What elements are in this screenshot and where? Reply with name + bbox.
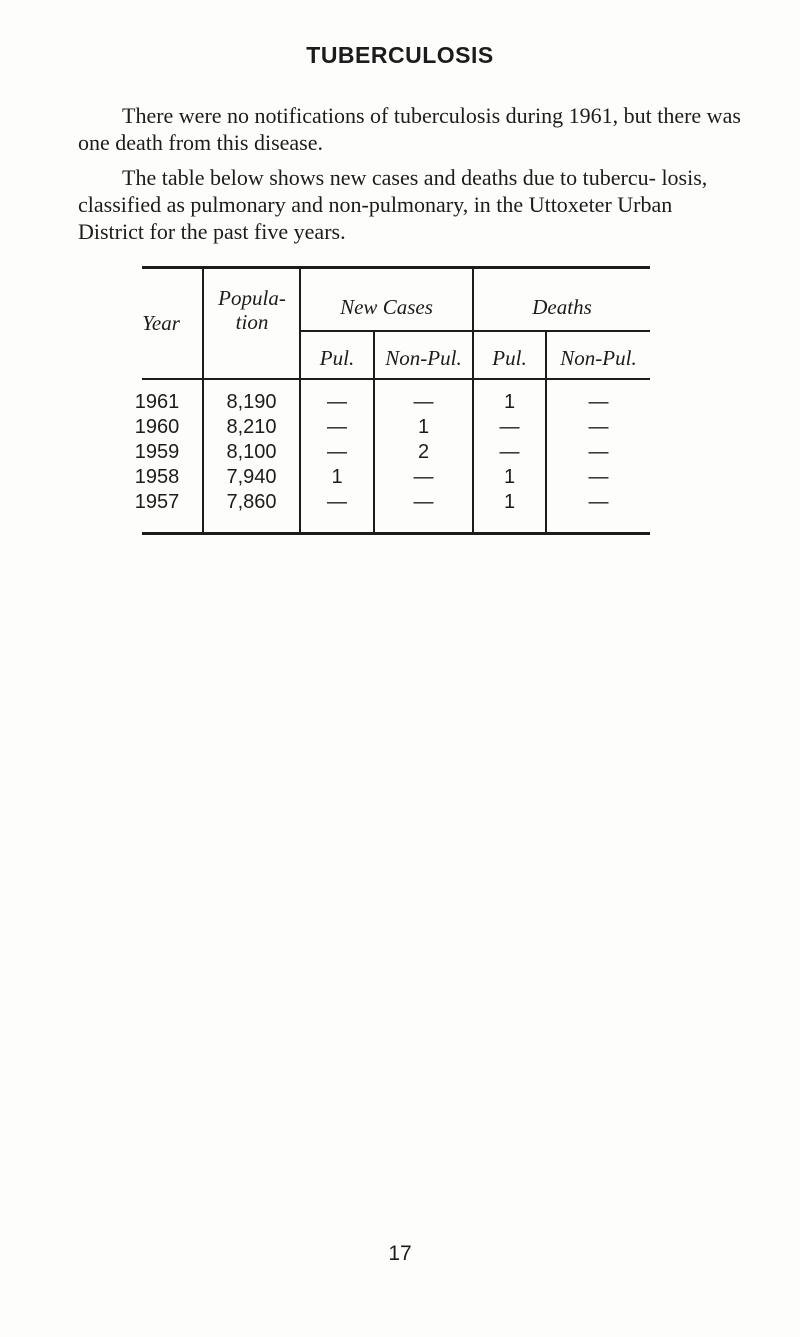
header-new-pul: Pul. (319, 346, 355, 370)
cell-population: 8,190 (226, 391, 277, 413)
cell-deaths-non-pul: — (588, 391, 609, 413)
page-number: 17 (388, 1242, 412, 1265)
cell-deaths-non-pul: — (588, 491, 609, 513)
cell-population: 8,210 (226, 416, 277, 438)
header-rule (142, 378, 650, 380)
table-bottom-rule (142, 532, 650, 535)
table-top-rule (142, 266, 650, 269)
cell-new-pul: — (327, 491, 347, 513)
cell-new-non-pul: — (413, 391, 434, 413)
page-title: TUBERCULOSIS (306, 42, 494, 68)
cell-population: 7,940 (226, 466, 277, 488)
cell-year: 1961 (134, 391, 180, 413)
cell-new-pul: 1 (331, 466, 343, 488)
cell-deaths-non-pul: — (588, 466, 609, 488)
cell-year: 1958 (134, 466, 180, 488)
cell-deaths-pul: 1 (503, 391, 516, 413)
cell-deaths-non-pul: — (588, 416, 609, 438)
cell-year: 1960 (134, 416, 180, 438)
cell-new-non-pul: — (413, 491, 434, 513)
cell-population: 7,860 (226, 491, 277, 513)
cell-year: 1957 (134, 491, 180, 513)
header-new-cases: New Cases (340, 295, 433, 319)
intro-paragraph: There were no notifications of tuberculosis during 1961, but there was one death from this disease. (78, 103, 741, 155)
header-deaths-pul: Pul. (492, 346, 527, 370)
cell-deaths-pul: 1 (503, 491, 516, 513)
cell-deaths-pul: 1 (503, 466, 516, 488)
tuberculosis-table (120, 266, 650, 536)
cell-deaths-pul: — (499, 416, 520, 438)
cell-year: 1959 (134, 441, 180, 463)
header-deaths-non-pul: Non-Pul. (560, 346, 637, 370)
subheader-rule (300, 330, 650, 332)
cell-new-pul: — (327, 391, 347, 413)
header-year: Year (142, 311, 180, 335)
cell-new-pul: — (327, 441, 347, 463)
header-population: Popula- tion (218, 286, 286, 334)
header-deaths: Deaths (532, 295, 592, 319)
cell-deaths-non-pul: — (588, 441, 609, 463)
cell-new-pul: — (327, 416, 347, 438)
cell-new-non-pul: — (413, 466, 434, 488)
table-description-paragraph: The table below shows new cases and deaths due to tubercu- losis, classified as pulmonary and non-pulmonary, in the Uttoxeter Urban District for the past five years. (78, 165, 708, 244)
cell-deaths-pul: — (499, 441, 520, 463)
cell-new-non-pul: 2 (417, 441, 430, 463)
header-new-non-pul: Non-Pul. (385, 346, 462, 370)
cell-population: 8,100 (226, 441, 277, 463)
cell-new-non-pul: 1 (417, 416, 430, 438)
